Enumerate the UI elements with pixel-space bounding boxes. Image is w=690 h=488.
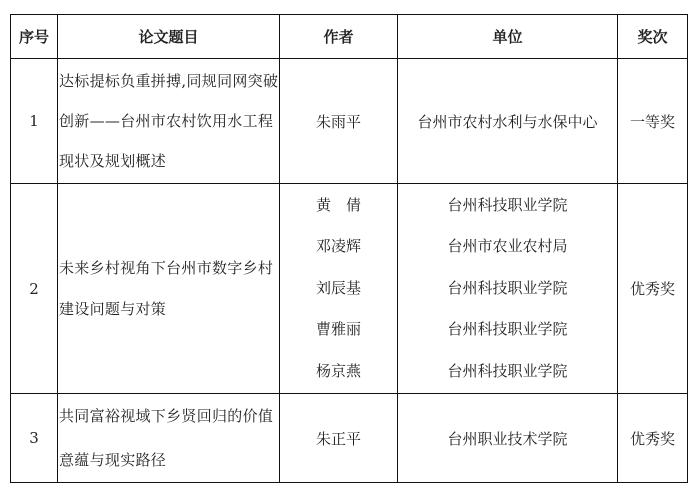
cell-award: 一等奖 <box>618 59 688 184</box>
cell-unit: 台州职业技术学院 <box>398 394 618 483</box>
cell-title: 达标提标负重拼搏,同规同网突破创新——台州市农村饮用水工程现状及规划概述 <box>58 59 280 184</box>
header-no: 序号 <box>11 15 58 59</box>
cell-units <box>398 184 618 394</box>
cell-title: 共同富裕视域下乡贤回归的价值意蕴与现实路径 <box>58 394 280 483</box>
unit: 台州科技职业学院 <box>447 320 568 339</box>
cell-author: 朱雨平 <box>280 59 398 184</box>
cell-no: 1 <box>11 59 58 184</box>
table-row <box>11 184 688 394</box>
header-award: 奖次 <box>618 15 688 59</box>
header-unit: 单位 <box>398 15 618 59</box>
unit: 台州科技职业学院 <box>447 278 568 297</box>
author: 黄 倩 <box>315 195 361 214</box>
unit: 台州市农业农村局 <box>447 237 568 256</box>
cell-no: 3 <box>11 394 58 483</box>
cell-award: 优秀奖 <box>618 394 688 483</box>
unit: 台州科技职业学院 <box>447 361 568 380</box>
cell-unit: 台州市农村水利与水保中心 <box>398 59 618 184</box>
cell-title: 未来乡村视角下台州市数字乡村建设问题与对策 <box>58 184 280 394</box>
table-row <box>11 394 688 483</box>
cell-no: 2 <box>11 184 58 394</box>
header-row <box>11 15 688 59</box>
table-row <box>11 59 688 184</box>
header-author: 作者 <box>280 15 398 59</box>
author: 杨京燕 <box>315 361 361 380</box>
header-title: 论文题目 <box>58 15 280 59</box>
unit: 台州科技职业学院 <box>447 195 568 214</box>
cell-award: 优秀奖 <box>618 184 688 394</box>
cell-author: 朱正平 <box>280 394 398 483</box>
author: 刘辰基 <box>315 278 361 297</box>
award-table <box>10 14 688 483</box>
cell-authors <box>280 184 398 394</box>
author: 曹雅丽 <box>315 320 361 339</box>
author: 邓凌辉 <box>315 237 361 256</box>
